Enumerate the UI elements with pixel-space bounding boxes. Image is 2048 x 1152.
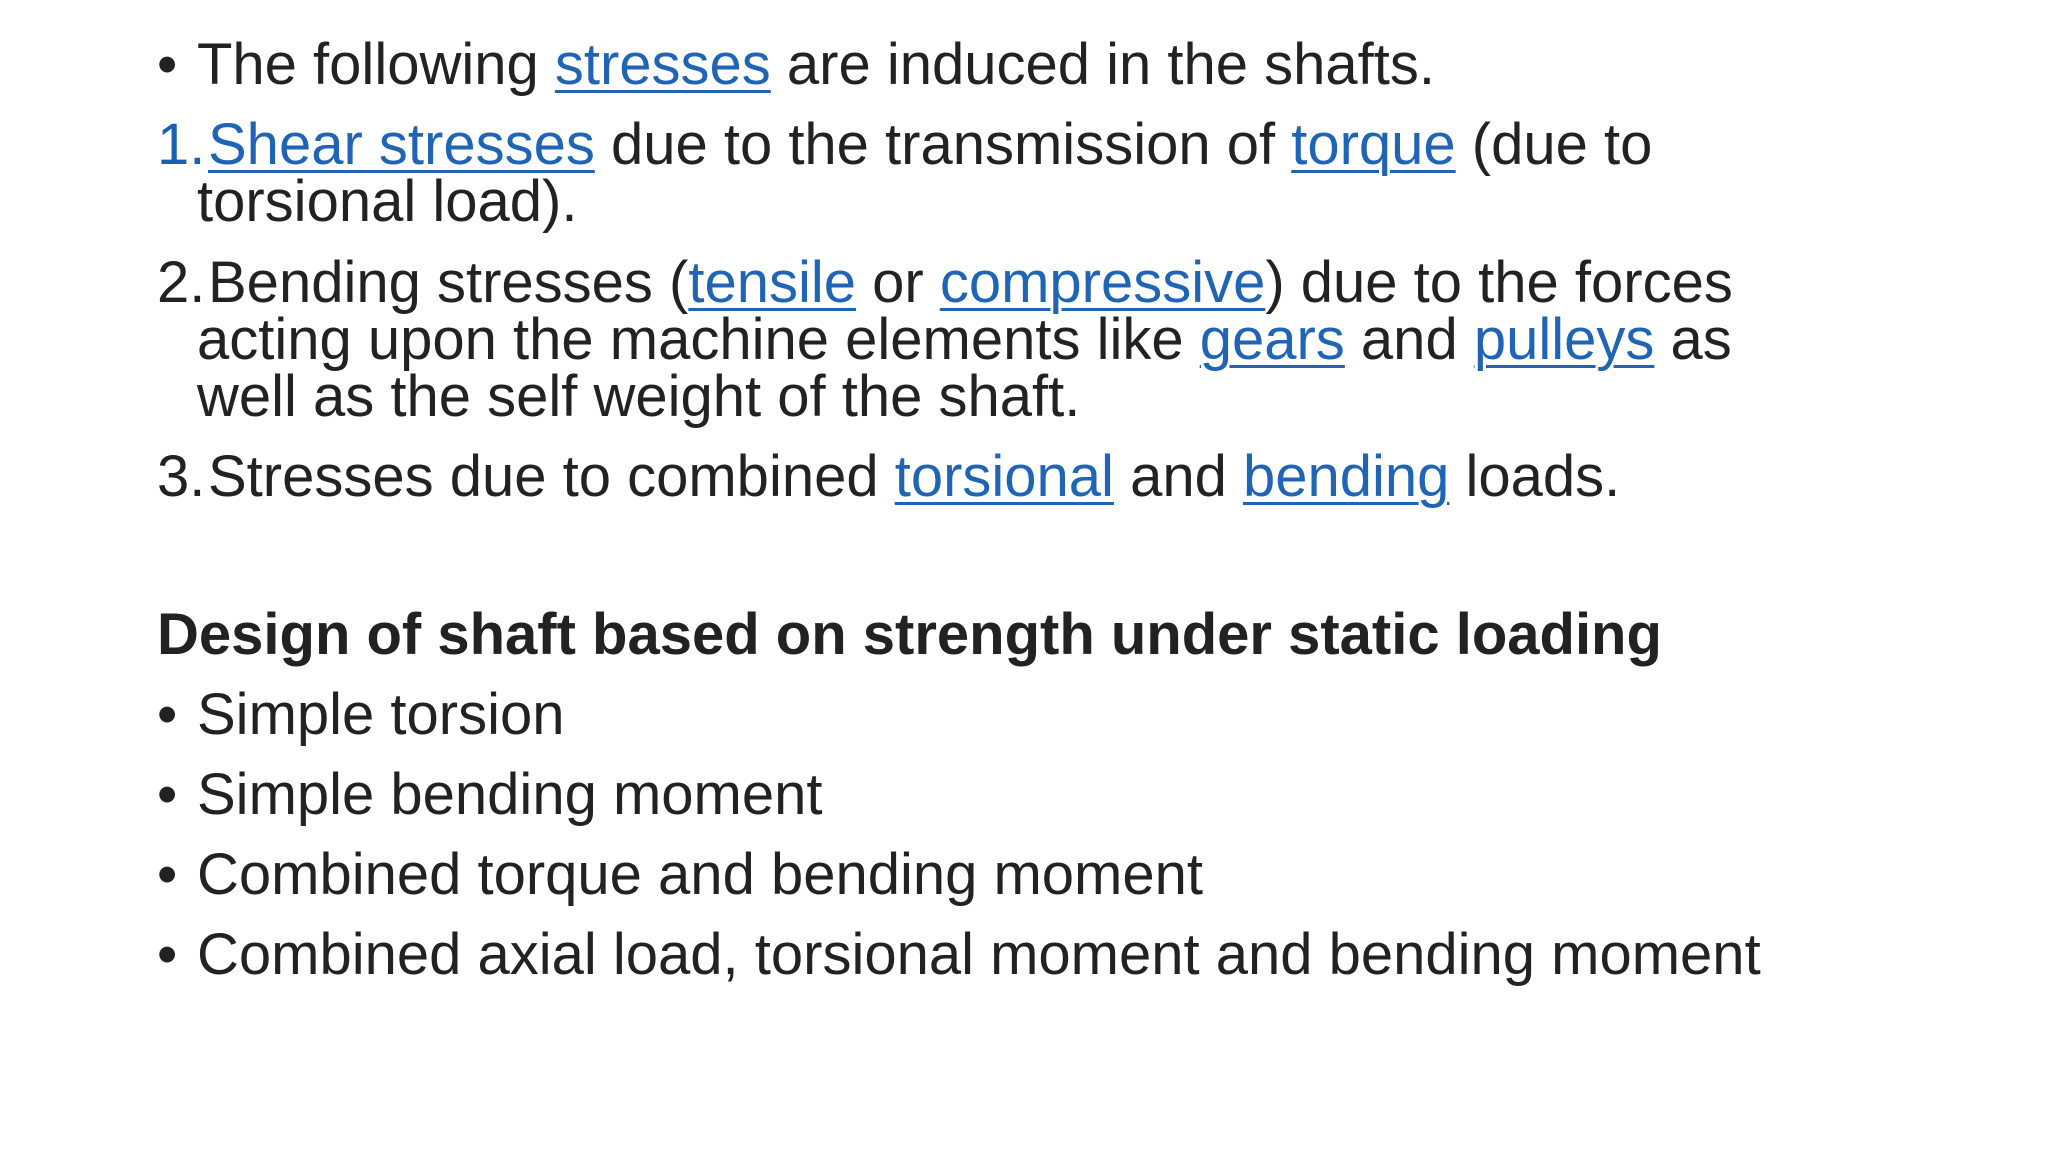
bullet-marker: • bbox=[157, 762, 178, 827]
bullet-marker: • bbox=[157, 682, 178, 747]
design-item-text: Simple bending moment bbox=[197, 762, 823, 827]
link-shear-stresses[interactable]: Shear stresses bbox=[208, 112, 595, 177]
bullet-marker: • bbox=[157, 842, 178, 907]
link-gears[interactable]: gears bbox=[1199, 307, 1345, 372]
design-item-text: Combined torque and bending moment bbox=[197, 842, 1203, 907]
list-item-2-text: Bending stresses (tensile or compressive) due to the forces bbox=[208, 250, 1733, 315]
intro-text: The following stresses are induced in the shafts. bbox=[197, 32, 1436, 97]
bullet-marker: • bbox=[157, 32, 178, 97]
link-tensile[interactable]: tensile bbox=[688, 250, 856, 315]
link-torque[interactable]: torque bbox=[1291, 112, 1456, 177]
list-item-1-text: Shear stresses due to the transmission of torque (due to bbox=[208, 112, 1653, 177]
list-item-2-continuation-1: acting upon the machine elements like gears and pulleys as bbox=[197, 307, 1732, 372]
list-item-2-continuation-2: well as the self weight of the shaft. bbox=[197, 364, 1081, 429]
section-heading: Design of shaft based on strength under static loading bbox=[157, 602, 1662, 667]
design-item-text: Simple torsion bbox=[197, 682, 565, 747]
link-compressive[interactable]: compressive bbox=[939, 250, 1266, 315]
list-number-1: 1. bbox=[157, 112, 206, 177]
list-item-3-text: Stresses due to combined torsional and bending loads. bbox=[208, 444, 1621, 509]
design-item-text: Combined axial load, torsional moment and bending moment bbox=[197, 922, 1761, 987]
bullet-marker: • bbox=[157, 922, 178, 987]
list-item-1-continuation: torsional load). bbox=[197, 169, 578, 234]
link-bending[interactable]: bending bbox=[1242, 444, 1450, 509]
link-pulleys[interactable]: pulleys bbox=[1473, 307, 1655, 372]
link-torsional[interactable]: torsional bbox=[894, 444, 1114, 509]
list-number-3: 3. bbox=[157, 444, 206, 509]
link-stresses[interactable]: stresses bbox=[554, 32, 771, 97]
list-number-2: 2. bbox=[157, 250, 206, 315]
